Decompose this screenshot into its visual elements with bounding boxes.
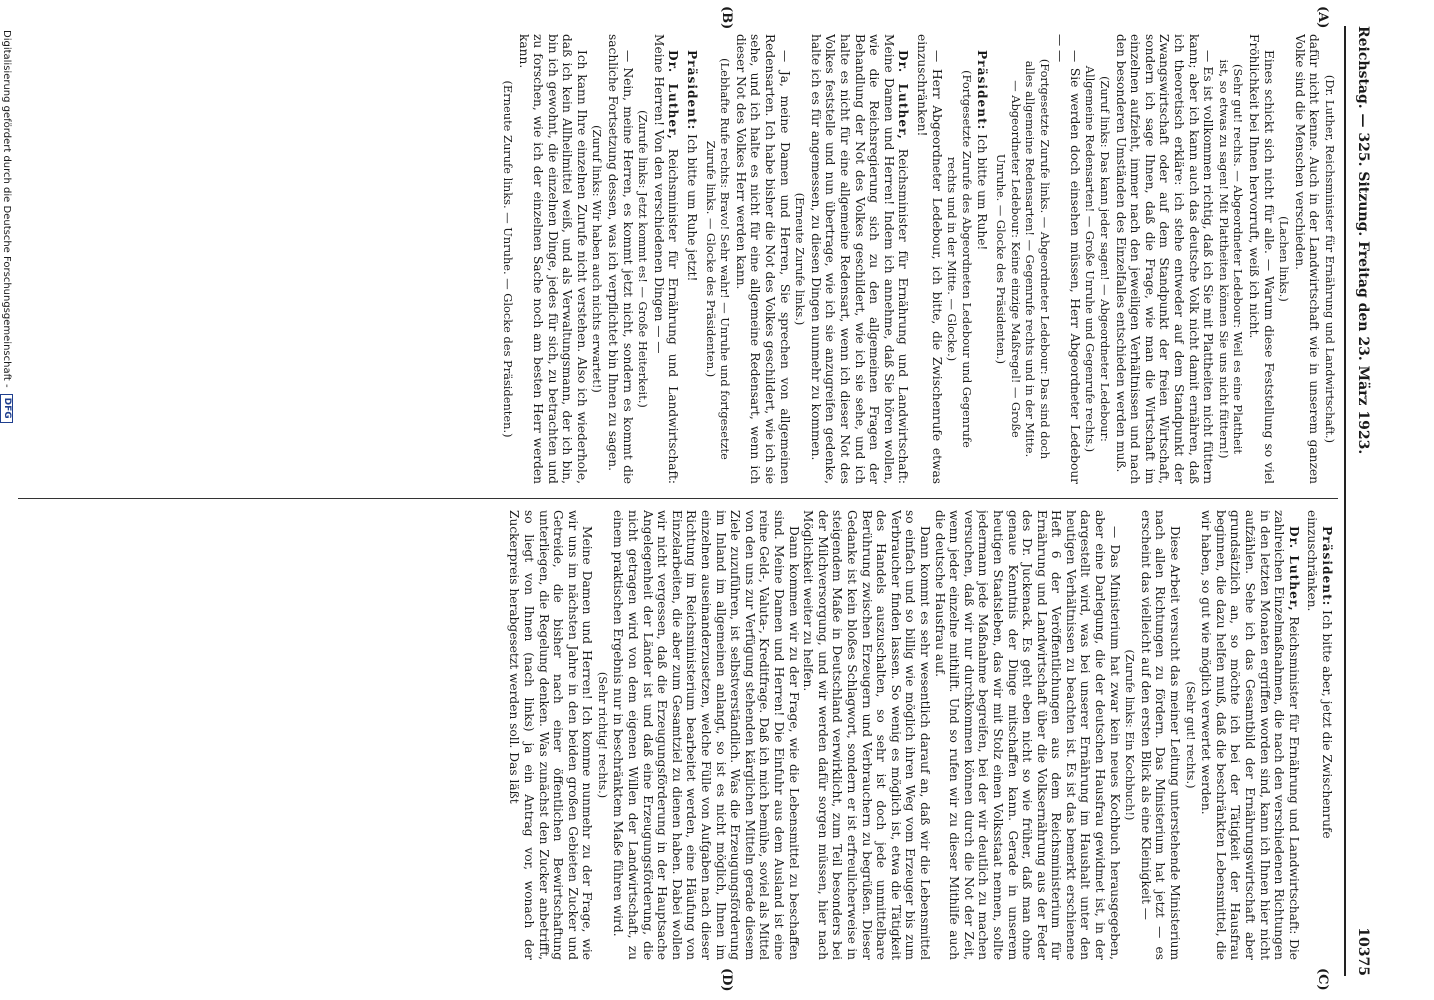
header-title: Reichstag. — 325. Sitzung. Freitag den 23. März 1923. bbox=[1355, 26, 1371, 455]
speaker-paragraph bbox=[975, 34, 990, 484]
interjection: (Fortgesetzte Zurufe links. — Abgeordneter Ledebour: Das sind doch alles allgemeine Redensarten! — Gegenrufe rechts und in der Mitte. — Abgeordneter Ledebour: Keine einzige Maßregel! — Große Unruhe. — Glocke des Präsidenten.) bbox=[993, 58, 1052, 460]
interjection: (Erneute Zurufe links.) bbox=[793, 192, 808, 326]
speaker-name: Präsident: bbox=[1320, 526, 1334, 607]
speaker-paragraph bbox=[684, 34, 699, 484]
page-number: 10375 bbox=[1355, 927, 1371, 976]
paragraph: — Herr Abgeordneter Ledebour, ich bitte, die Zwischenrufe etwas einzuschränken! bbox=[914, 34, 944, 484]
interjection: (Sehr gut! rechts.) bbox=[1183, 681, 1198, 789]
speaker-name: Dr. Luther, bbox=[896, 50, 911, 140]
paragraph: — Sie werden doch einsehen müssen, Herr Abgeordneter Ledebour — — bbox=[1053, 34, 1082, 484]
paragraph: — Nein, meine Herren, es kommt jetzt nicht, sondern es kommt die sachliche Fortsetzung dessen, was ich verpflichtet bin Ihnen zu sagen. bbox=[606, 34, 635, 484]
right-column bbox=[18, 510, 1338, 960]
speaker-paragraph bbox=[808, 34, 910, 484]
column-divider bbox=[18, 498, 1338, 499]
margin-marker-a: (A) bbox=[1315, 6, 1330, 29]
paragraph: Eines schickt sich nicht für alle. — Warum diese Feststellung so viel Fröhlichkeit bei Ihnen hervorruft, weiß ich nicht. bbox=[1247, 34, 1276, 484]
speech-text: Reichsminister für Ernährung und Landwirtschaft: Die zahlreichen Einzelmaßnahmen, die nach den verschiedenen Richtungen in den letzten Monaten ergriffen worden sind, kann ich Ihnen hier nicht aufzählen. Sehe ich das Gesamtbild der Ernährungswirtschaft aber grundsätzlich an, so möchte ich bei der Tätigkeit der Hausfrau beginnen, die dazu helfen muß, daß die beschränkten Lebensmittel, die wir haben, so gut wie möglich verwertet werden. bbox=[1199, 510, 1301, 960]
paragraph: Ich kann Ihre einzelnen Zurufe nicht verstehen. Also ich wiederhole, daß ich kein Allheilmittel weiß, und als Verwaltungsmann, der ich bin, bin ich gewohnt, die einzelnen Dinge, jedes für sich, zu betrachten und zu forschen, wie ich der einzelnen Sache noch am besten Herr werden kann. bbox=[516, 34, 589, 484]
left-column bbox=[18, 34, 1338, 484]
paragraph: — Es ist vollkommen richtig, daß ich Sie mit Plattheiten nicht füttern kann; aber ich kann auch das deutsche Volk nicht damit ernähren, daß ich theoretisch erkläre: ich stehe entweder auf dem Standpunkt der Zwangswirtschaft oder auf dem Standpunkt der freien Wirtschaft, sondern ich sage Ihnen, daß die Frage, wie man die Wirtschaft im einzelnen aufzieht, immer nach den jeweiligen Verhältnissen und nach den besonderen Umständen des Einzelfalles entschieden werden muß. bbox=[1113, 34, 1216, 484]
interjection: (Lebhafte Rufe rechts: Bravo! Sehr wahr! — Unruhe und fortgesetzte Zurufe links. — Glocke des Präsidenten.) bbox=[703, 58, 733, 460]
speech-text: Ich bitte aber, jetzt die Zwischenrufe bbox=[1320, 606, 1334, 839]
interjection: (Fortgesetzte Zurufe des Abgeordneten Ledebour und Gegenrufe rechts und in der Mitte. — Glocke.) bbox=[945, 70, 974, 448]
speaker-paragraph bbox=[651, 34, 680, 484]
interjection: (Zurufe links: Ein Kochbuch!) bbox=[1123, 649, 1138, 821]
speech-text: Reichsminister für Ernährung und Landwirtschaft: Meine Damen und Herren! Indem ich annehme, daß Sie hören wollen, wie die Reichsregierung sich zu den allgemeinen Fragen der Behandlung der Not des Volkes geschildert, wie ich sie sehe, und ich halte es nicht für eine allgemeine Redensart, wenn ich dieser Not des Volkes feststelle und nun übertrage, wie ich sie anzugreifen gedenke, halte ich es für angemessen, zu diesen Dingen nunmehr zu kommen. bbox=[808, 34, 911, 484]
speaker-continuation-note: (Dr. Luther, Reichsminister für Ernährung und Landwirtschaft.) bbox=[1323, 74, 1337, 444]
interjection: (Erneute Zurufe links. — Unruhe. — Glocke des Präsidenten.) bbox=[500, 80, 515, 438]
interjection: (Sehr richtig! rechts.) bbox=[595, 671, 610, 799]
page-header bbox=[1348, 26, 1378, 976]
credit-text: Digitalisierung gefördert durch die Deutsche Forschungsgemeinschaft - bbox=[1, 30, 13, 388]
speaker-name: Dr. Luther, bbox=[1286, 526, 1301, 612]
margin-marker-d: (D) bbox=[719, 968, 734, 992]
interjection: (Zuruf links: Das kann jeder sagen! — Abgeordneter Ledebour: Allgemeine Redensarten! — Große Unruhe und Gegenrufe rechts.) bbox=[1083, 65, 1113, 453]
speaker-name: Dr. Luther, bbox=[666, 50, 681, 140]
speaker-name: Präsident: bbox=[685, 50, 700, 131]
paragraph: Dann kommt es sehr wesentlich darauf an, daß wir die Lebensmittel so einfach und so billig wie möglich ihren Weg vom Erzeuger bis zum Verbraucher finden lassen. So wenig es möglich ist, etwa die Tätigkeit des Handels auszuschalten, so sehr ist doch jede unmittelbare Berührung zwischen Erzeugern und Verbrauchern zu begrüßen. Dieser Gedanke ist kein bloßes Schlagwort, sondern er ist erfreulicherweise in steigendem Maße in Deutschland verwirklicht, zum Teil besonders bei der Milchversorgung, und wir werden dafür sorgen müssen, hier nach Möglichkeit weiter zu helfen. bbox=[801, 510, 932, 960]
speaker-paragraph bbox=[1199, 510, 1301, 960]
margin-marker-c: (C) bbox=[1315, 968, 1330, 991]
paragraph: Dann kommen wir zu der Frage, wie die Lebensmittel zu beschaffen sind. Meine Damen und Herren! Die Einfuhr aus dem Ausland ist eine reine Geld-, Valuta-, Kreditfrage. Daß ich mich bemühe, soviel als Mittel von den uns zur Verfügung stehenden kärglichen Mitteln gerade diesem Ziele zuzuführen, ist selbstverständlich. Was die Erzeugungsförderung im Inland im allgemeinen anlangt, so ist es nicht möglich, Ihnen im einzelnen auseinanderzusetzen, welche Fülle von Aufgaben nach dieser Richtung im Reichsministerium bearbeitet werden, eine Häufung von Einzelarbeiten, die aber zum Gesamtziel zu dienen haben. Dabei wollen wir nicht vergessen, daß die Erzeugungsförderung in der Hauptsache Angelegenheit der Länder ist und daß eine Erzeugungsförderung, die nicht getragen wird von dem eigenen Willen der Landwirtschaft, zu einem praktischen Ergebnis nur in beschränktem Maße führen wird. bbox=[611, 510, 801, 960]
interjection: (Zurufe links: Jetzt kommt es! — Große Heiterkeit.) bbox=[636, 110, 651, 408]
speech-text: Ich bitte um Ruhe jetzt! bbox=[685, 130, 700, 282]
paragraph: Diese Arbeit versucht das meiner Leitung unterstehende Ministerium nach allen Richtungen zu fördern. Das Ministerium hat jetzt — es erscheint das vielleicht auf den ersten Blick als eine Kleinigkeit — bbox=[1138, 510, 1183, 960]
speaker-name: Präsident: bbox=[975, 50, 990, 131]
interjection: (Sehr gut! rechts. — Abgeordneter Ledebour: Weil es eine Plattheit ist, so etwas zu sagen! Mit Plattheiten können Sie uns nicht füttern!) bbox=[1216, 59, 1246, 459]
speech-text: Ich bitte um Ruhe! bbox=[975, 130, 990, 251]
paragraph: dafür nicht kenne. Auch in der Landwirtschaft wie in unserem ganzen Volke sind die Menschen verschieden. bbox=[1292, 34, 1322, 484]
paragraph: — Das Ministerium hat zwar kein neues Kochbuch herausgegeben, aber eine Darlegung, die der deutschen Hausfrau gewidmet ist, in der dargestellt wird, was bei unserer Ernährung im Haushalt unter den heutigen Verhältnissen zu beachten ist. Es ist das bemerkt erschienene Heft 6 der Veröffentlichungen aus dem Reichsministerium für Ernährung und Landwirtschaft über die Volksernährung aus der Feder des Dr. Juckenack. Es geht eben nicht so wie früher, daß man ohne genaue Kenntnis der Dinge mitschaffen kann. Gerade in unserem heutigen Staatsleben, das wir mit Stolz einen Volksstaat nennen, sollte jedermann jede Maßnahme begreifen, bei der wir deutlich zu machen versuchen, daß wir nur durchkommen können durch die Not der Zeit, wenn jeder einzelne mithilft. Und so rufen wir zu dieser Mithilfe auch die deutsche Hausfrau auf. bbox=[932, 510, 1122, 960]
paragraph: einzuschränken. bbox=[1305, 510, 1320, 612]
speech-text: Reichsminister für Ernährung und Landwirtschaft: Meine Herren! Von den verschiedenen Dingen — — bbox=[651, 34, 681, 484]
interjection: (Zuruf links: Wir haben auch nichts erwartet!) bbox=[590, 125, 605, 393]
digitization-credit bbox=[0, 30, 14, 980]
dfg-logo: DFG bbox=[1, 394, 14, 423]
speaker-paragraph bbox=[1319, 510, 1334, 960]
header-rule bbox=[1344, 26, 1346, 976]
paragraph: Meine Damen und Herren! Ich komme nunmehr zu der Frage, wie wir uns im nächsten Jahre in den beiden großen Gebieten Zucker und Getreide, die bisher nach einer öffentlichen Bewirtschaftung unterliegen, die Regelung denken. Was zunächst den Zucker anbetrifft, so liegt von Ihnen (nach links) ja ein Antrag vor, wonach der Zuckerpreis herabgesetzt werden soll. Das läßt bbox=[507, 510, 595, 960]
margin-marker-b: (B) bbox=[719, 6, 734, 30]
interjection: (Lachen links.) bbox=[1277, 216, 1292, 302]
paragraph: — Ja, meine Damen und Herren, Sie sprechen von allgemeinen Redensarten. Ich habe bisher die Not des Volkes geschildert, wie ich sie sehe, und ich halte es nicht für eine allgemeine Redensart, wenn ich dieser Not des Volkes Herr werden kann. bbox=[733, 34, 792, 484]
